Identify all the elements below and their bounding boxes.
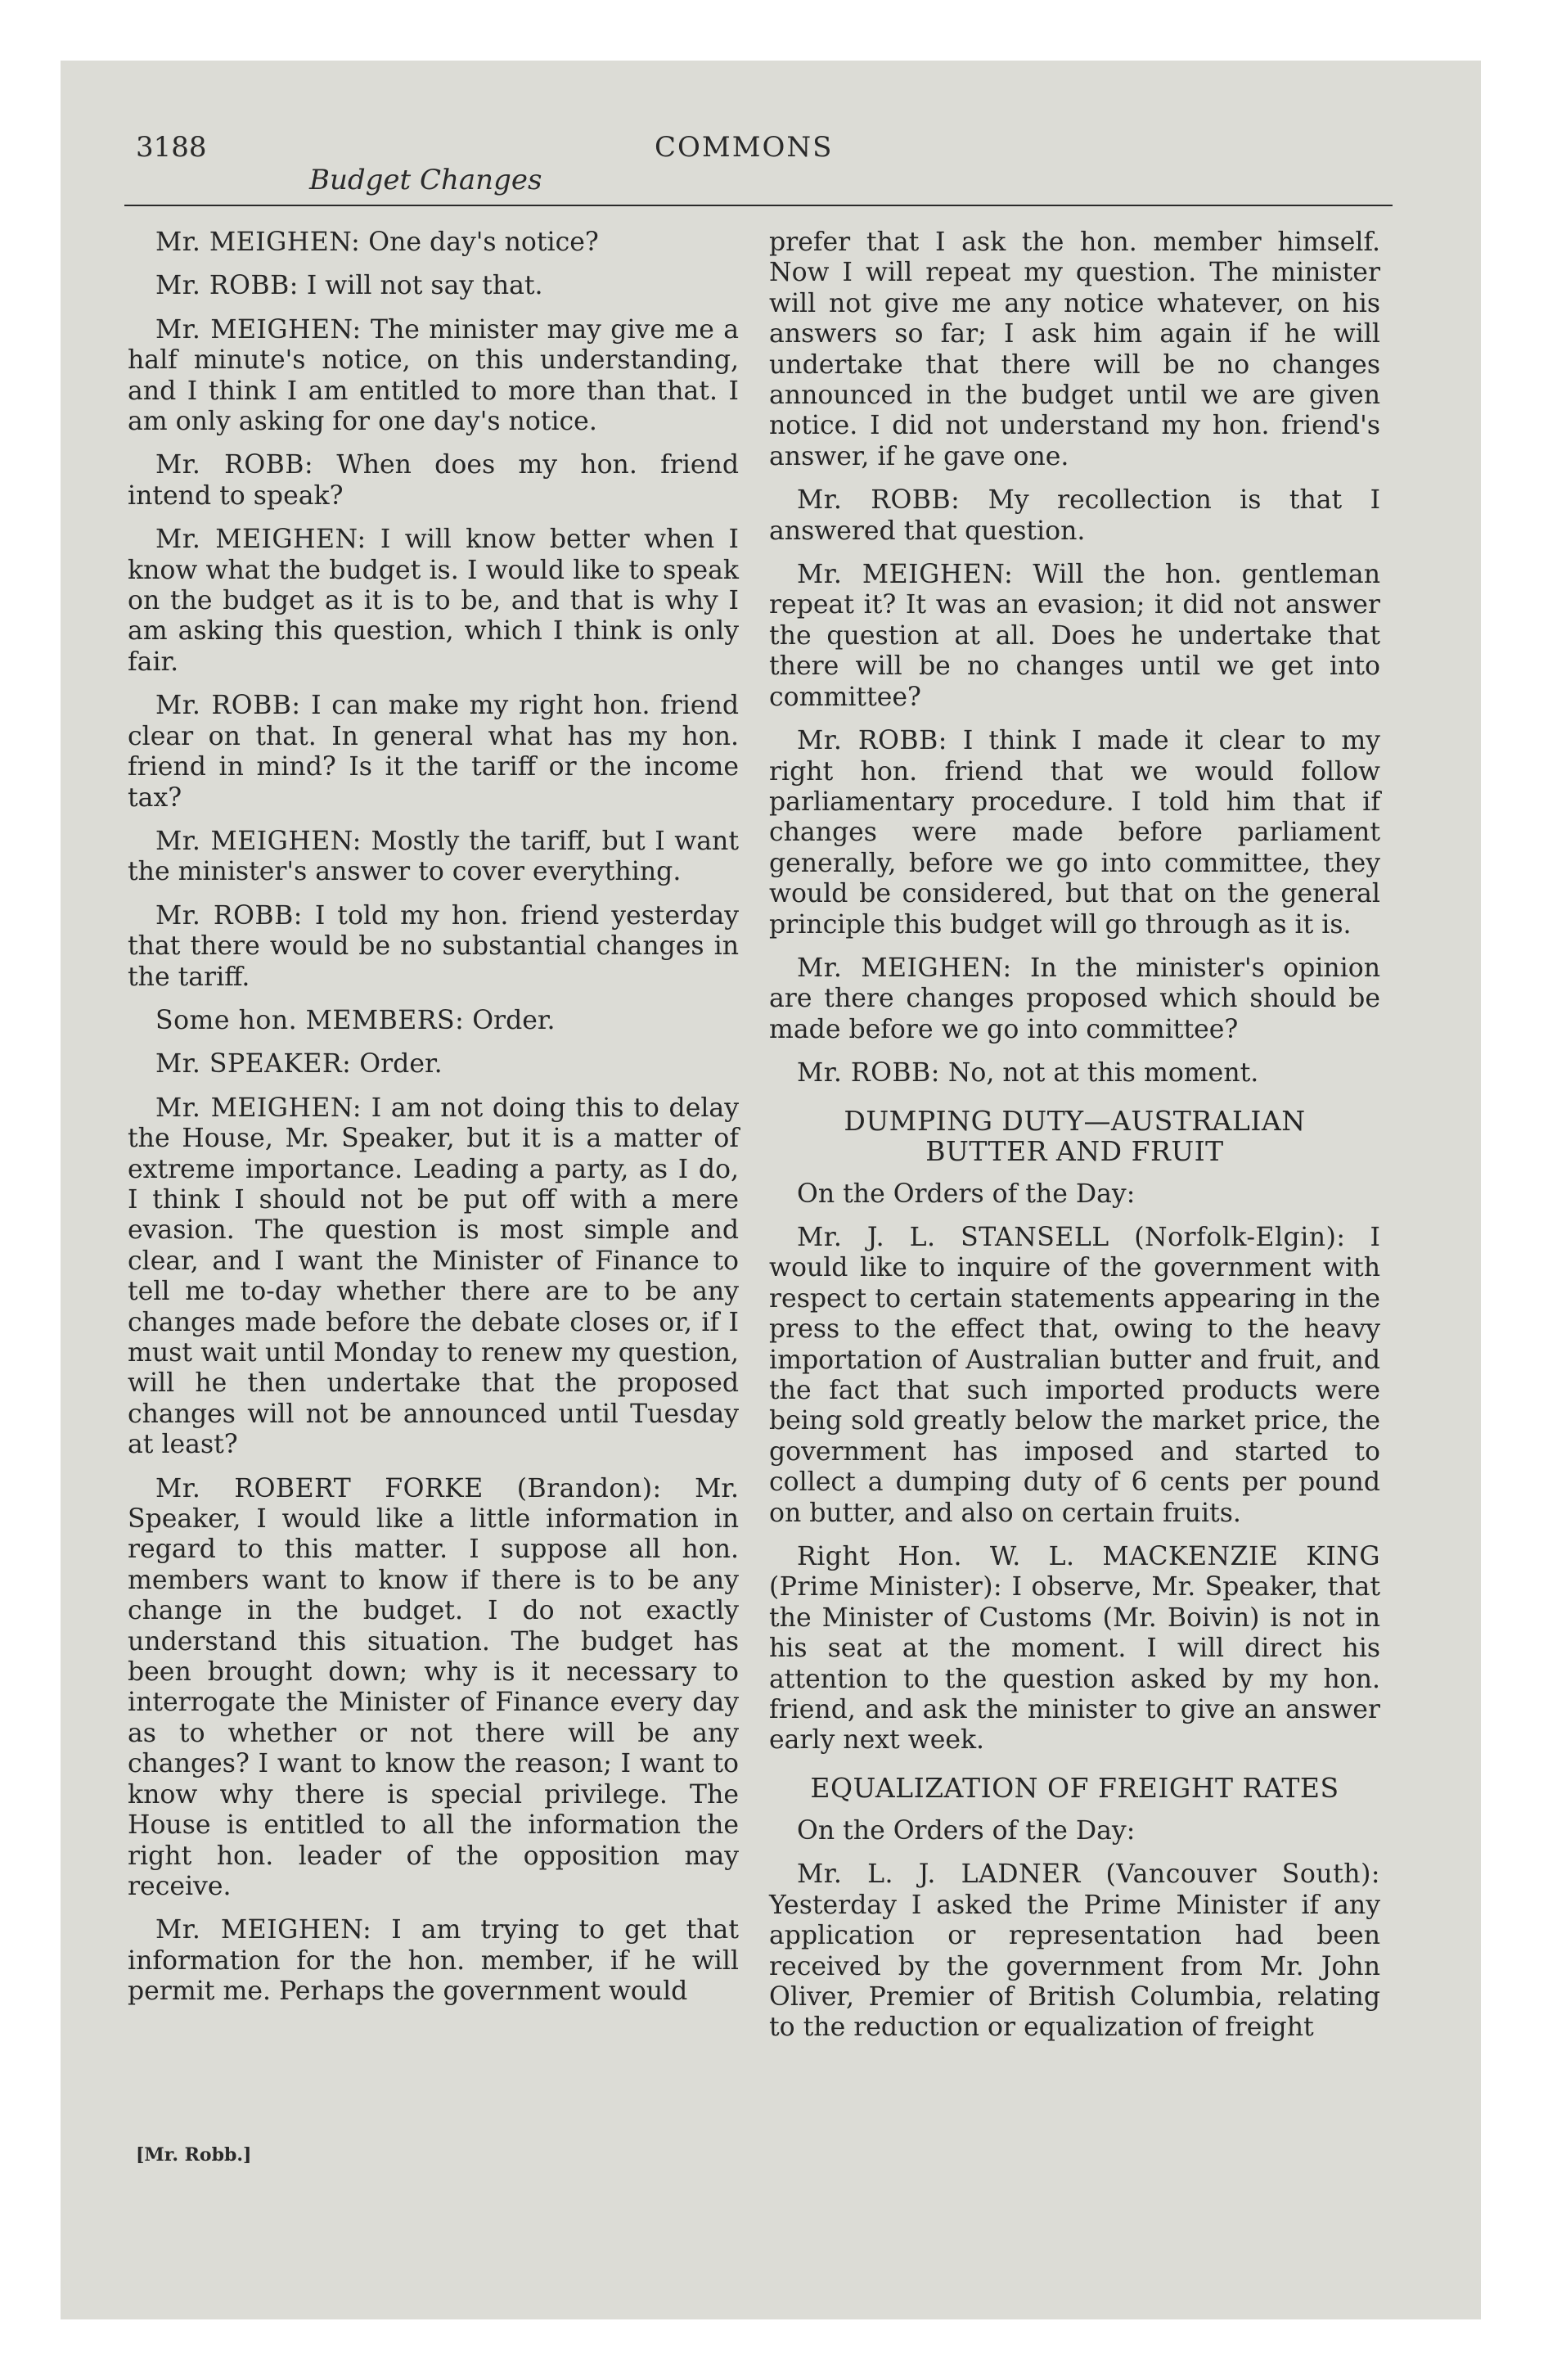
- paragraph-text: I will not say that.: [298, 271, 543, 301]
- paragraph-text: Order.: [464, 1005, 556, 1035]
- page-number: 3188: [136, 131, 207, 164]
- paragraph: [769, 1179, 1380, 1210]
- paragraph-text: Yesterday I asked the Prime Minister if any application or representation had been received by the government from Mr. John Oliver, Premier of British Columbia, relating to the reduction or equalization of freight: [769, 1890, 1380, 2043]
- paragraph: [128, 228, 739, 258]
- speaker-name: Mr. ROBERT FORKE (Brandon):: [155, 1473, 662, 1503]
- speaker-name: Right Hon. W. L. MACKENZIE KING (Prime Minister):: [769, 1542, 1380, 1602]
- paragraph-text: Order.: [351, 1049, 443, 1080]
- speaker-name: Mr. ROBB:: [155, 450, 314, 480]
- right-column: [769, 228, 1380, 2057]
- speaker-name: Mr. MEIGHEN:: [155, 314, 362, 345]
- speaker-name: Mr. MEIGHEN:: [155, 228, 361, 257]
- paragraph: [128, 901, 739, 993]
- paragraph: [128, 271, 739, 301]
- speaker-name: Mr. MEIGHEN:: [797, 560, 1014, 590]
- speaker-name: Mr. ROBB:: [155, 900, 303, 931]
- paragraph-text: The minister may give me a half minute's notice, on this understanding, and I think I am entitled to more than that. I am only asking for one day's notice.: [128, 314, 739, 437]
- header-rule: [124, 205, 1393, 206]
- paragraph: [128, 1474, 739, 1903]
- speaker-name: Mr. MEIGHEN:: [797, 953, 1012, 983]
- paragraph-text: I observe, Mr. Speaker, that the Minister of Customs (Mr. Boivin) is not in his seat at the moment. I will direct his attention to the question asked by my hon. friend, and ask the minister to give an answer early next week.: [769, 1572, 1380, 1756]
- paragraph-text: I think I made it clear to my right hon. friend that we would follow parliamentary procedure. I told him that if changes were made before parliament generally, before we go into committee, they would be considered, but that on the general principle this budget will go through as it is.: [769, 726, 1380, 940]
- paragraph: [769, 485, 1380, 547]
- speaker-name: Mr. L. J. LADNER (Vancouver South):: [797, 1859, 1380, 1890]
- running-head: COMMONS: [655, 131, 834, 164]
- speaker-name: Mr. SPEAKER:: [155, 1049, 352, 1080]
- footer-note: [Mr. Robb.]: [136, 2144, 252, 2166]
- paragraph: [128, 1093, 739, 1461]
- paragraph: [769, 1816, 1380, 1846]
- paragraph: [769, 228, 1380, 472]
- paragraph: [128, 1006, 739, 1036]
- paragraph: [769, 1542, 1380, 1756]
- paragraph-text: My recollection is that I answered that question.: [769, 485, 1381, 546]
- paragraph-text: Mr. Speaker, I would like a little information in regard to this matter. I suppose all hon. members want to know if there is to be any change in the budget. I do not exactly understand this situation. The budget has been brought down; why is it necessary to interrogate the Minister of Finance every day as to whether or not there will be any changes? I want to know the reason; I want to know why there is special privilege. The House is entitled to all the information the right hon. leader of the opposition may receive.: [128, 1473, 739, 1901]
- paragraph: [128, 691, 739, 814]
- paragraph-text: On the Orders of the Day:: [797, 1179, 1136, 1209]
- paragraph-text: I can make my right hon. friend clear on that. In general what has my hon. friend in mind? Is it the tariff or the income tax?: [128, 691, 740, 813]
- paragraph-text: In the minister's opinion are there changes proposed which should be made before we go into committee?: [769, 953, 1381, 1044]
- paragraph: [128, 525, 739, 678]
- paragraph: [769, 560, 1380, 713]
- heading-dumping-duty: DUMPING DUTY—AUSTRALIAN BUTTER AND FRUIT: [844, 1104, 1306, 1167]
- paragraph: [769, 1058, 1380, 1089]
- paragraph: [128, 315, 739, 438]
- paragraph-text: On the Orders of the Day:: [797, 1815, 1136, 1846]
- heading-freight-rates: EQUALIZATION OF FREIGHT RATES: [810, 1771, 1339, 1804]
- speaker-name: Mr. MEIGHEN:: [155, 1915, 372, 1945]
- paragraph-text: Will the hon. gentleman repeat it? It was an evasion; it did not answer the question at all. Does he undertake that there will be no changes until we get into committee?: [769, 560, 1380, 712]
- paragraph: [128, 1049, 739, 1080]
- paragraph-text: prefer that I ask the hon. member himself. Now I will repeat my question. The minister will not give me any notice whatever, on his answers so far; I ask him again if he will undertake that there will be no changes announced in the budget until we are given notice. I did not understand my hon. friend's answer, if he gave one.: [769, 228, 1380, 471]
- paragraph-text: I am not doing this to delay the House, Mr. Speaker, but it is a matter of extreme importance. Leading a party, as I do, I think I should not be put off with a mere evasion. The question is most simple and clear, and I want the Minister of Finance to tell me to-day whether there are to be any changes made before the debate closes or, if I must wait until Monday to renew my question, will he then undertake that the proposed changes will not be announced until Tuesday at least?: [128, 1093, 739, 1460]
- speaker-name: Some hon. MEMBERS:: [155, 1005, 465, 1035]
- speaker-name: Mr. ROBB:: [797, 485, 961, 516]
- section-title: Budget Changes: [309, 164, 542, 196]
- paragraph-text: One day's notice?: [360, 228, 599, 257]
- speaker-name: Mr. ROBB:: [155, 271, 299, 301]
- paragraph-text: When does my hon. friend intend to speak?: [128, 450, 739, 511]
- paragraph: [128, 1915, 739, 2007]
- paragraph: [128, 827, 739, 888]
- speaker-name: Mr. J. L. STANSELL (Norfolk-Elgin):: [797, 1222, 1346, 1252]
- paragraph: [769, 726, 1380, 940]
- paragraph-text: I would like to inquire of the government with respect to certain statements appearing in the press to the effect that, owing to the heavy importation of Australian butter and fruit, and the fact that such imported products were being sold greatly below the market price, the government has imposed and started to collect a dumping duty of 6 cents per pound on butter, and also on certain fruits.: [769, 1222, 1380, 1528]
- speaker-name: Mr. MEIGHEN:: [155, 826, 362, 856]
- paragraph: [128, 450, 739, 512]
- speaker-name: Mr. MEIGHEN:: [155, 525, 367, 555]
- left-column: [128, 228, 739, 2021]
- paragraph: [769, 953, 1380, 1045]
- speaker-name: Mr. MEIGHEN:: [155, 1093, 362, 1123]
- paragraph: [769, 1859, 1380, 2043]
- paragraph-text: Mostly the tariff, but I want the minister's answer to cover everything.: [128, 826, 739, 887]
- paragraph-text: I told my hon. friend yesterday that there would be no substantial changes in the tariff.: [128, 900, 739, 992]
- paragraph-text: I am trying to get that information for the hon. member, if he will permit me. Perhaps the government would: [128, 1915, 739, 2007]
- speaker-name: Mr. ROBB:: [797, 726, 947, 756]
- paragraph: [769, 1223, 1380, 1529]
- paragraph-text: No, not at this moment.: [939, 1058, 1259, 1089]
- speaker-name: Mr. ROBB:: [155, 691, 301, 721]
- paragraph-text: I will know better when I know what the budget is. I would like to speak on the budget as it is to be, and that is why I am asking this question, which I think is only fair.: [128, 525, 739, 677]
- speaker-name: Mr. ROBB:: [797, 1058, 940, 1089]
